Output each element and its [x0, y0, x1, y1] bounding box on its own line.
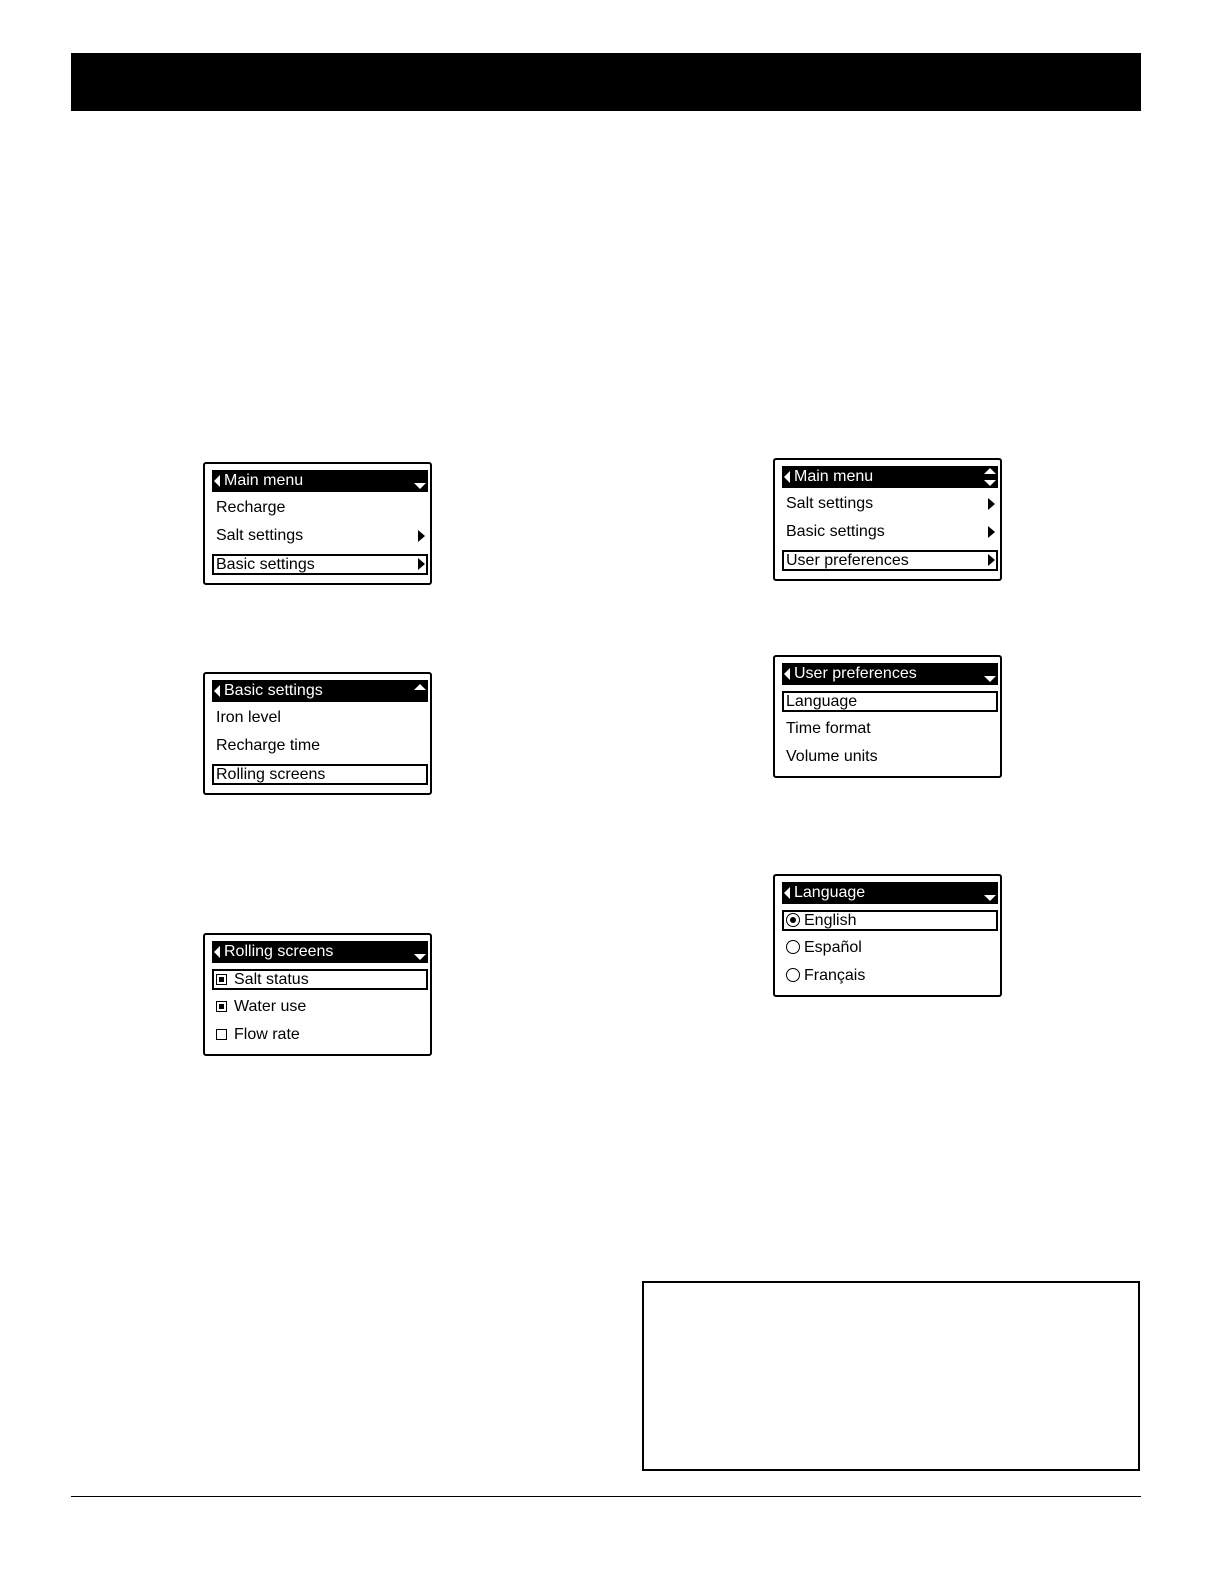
menu-item-label: Recharge	[216, 499, 286, 516]
screen-basic-settings	[203, 672, 432, 795]
scroll-down-icon	[414, 954, 426, 960]
radio-label: Français	[804, 967, 866, 984]
header-bar	[71, 53, 1141, 111]
back-arrow-icon[interactable]	[214, 685, 220, 697]
screen-title-label: User preferences	[794, 665, 917, 682]
menu-item-label: Basic settings	[216, 556, 315, 573]
menu-item-label: Volume units	[786, 748, 878, 765]
menu-item-salt-settings[interactable]	[782, 494, 998, 515]
screen-title	[782, 466, 998, 488]
menu-item-label: Salt settings	[786, 495, 874, 512]
screen-user-preferences	[773, 655, 1002, 778]
scroll-up-icon	[414, 684, 426, 690]
note-box	[642, 1281, 1140, 1471]
checkbox-checked-icon[interactable]	[216, 974, 227, 985]
screen-title-label: Main menu	[794, 468, 874, 485]
menu-item-label: Iron level	[216, 709, 281, 726]
menu-item-label: Basic settings	[786, 523, 885, 540]
checkbox-checked-icon[interactable]	[216, 1001, 227, 1012]
radio-item-english[interactable]	[782, 910, 998, 931]
checkbox-label: Water use	[234, 998, 307, 1015]
menu-item-label: User preferences	[786, 552, 909, 569]
menu-item-iron-level[interactable]	[212, 708, 428, 729]
menu-item-recharge[interactable]	[212, 498, 428, 519]
radio-item-francais[interactable]	[782, 966, 998, 987]
menu-item-basic-settings[interactable]	[782, 522, 998, 543]
back-arrow-icon[interactable]	[784, 887, 790, 899]
radio-item-espanol[interactable]	[782, 938, 998, 959]
right-arrow-icon	[988, 498, 995, 510]
menu-item-label: Recharge time	[216, 737, 321, 754]
back-arrow-icon[interactable]	[214, 946, 220, 958]
radio-selected-icon[interactable]	[786, 913, 800, 927]
right-arrow-icon	[988, 554, 995, 566]
footer-rule	[71, 1496, 1141, 1497]
screen-title	[212, 470, 428, 492]
scroll-down-icon	[984, 676, 996, 682]
menu-item-label: Language	[786, 693, 858, 710]
menu-item-label: Time format	[786, 720, 871, 737]
checkbox-item-flow-rate[interactable]	[212, 1025, 428, 1046]
screen-title-label: Basic settings	[224, 682, 323, 699]
screen-title-label: Main menu	[224, 472, 304, 489]
scroll-down-icon	[984, 480, 996, 486]
right-arrow-icon	[418, 558, 425, 570]
checkbox-unchecked-icon[interactable]	[216, 1029, 227, 1040]
right-arrow-icon	[418, 530, 425, 542]
screen-title	[782, 663, 998, 685]
screen-language	[773, 874, 1002, 997]
screen-title	[782, 882, 998, 904]
screen-title-label: Rolling screens	[224, 943, 334, 960]
radio-unselected-icon[interactable]	[786, 940, 800, 954]
back-arrow-icon[interactable]	[784, 471, 790, 483]
menu-item-user-preferences[interactable]	[782, 550, 998, 571]
checkbox-item-salt-status[interactable]	[212, 969, 428, 990]
radio-label: Español	[804, 939, 862, 956]
screen-main-menu-recharge	[203, 462, 432, 585]
menu-item-salt-settings[interactable]	[212, 526, 428, 547]
right-arrow-icon	[988, 526, 995, 538]
menu-item-rolling-screens[interactable]	[212, 764, 428, 785]
checkbox-label: Salt status	[234, 971, 309, 988]
screen-title-label: Language	[794, 884, 866, 901]
screen-rolling-screens	[203, 933, 432, 1056]
checkbox-item-water-use[interactable]	[212, 997, 428, 1018]
scroll-down-icon	[414, 483, 426, 489]
menu-item-recharge-time[interactable]	[212, 736, 428, 757]
radio-unselected-icon[interactable]	[786, 968, 800, 982]
menu-item-volume-units[interactable]	[782, 747, 998, 768]
menu-item-basic-settings[interactable]	[212, 554, 428, 575]
scroll-down-icon	[984, 895, 996, 901]
back-arrow-icon[interactable]	[214, 475, 220, 487]
back-arrow-icon[interactable]	[784, 668, 790, 680]
scroll-up-icon	[984, 468, 996, 474]
screen-title	[212, 941, 428, 963]
menu-item-time-format[interactable]	[782, 719, 998, 740]
screen-main-menu-user-preferences	[773, 458, 1002, 581]
menu-item-language[interactable]	[782, 691, 998, 712]
menu-item-label: Salt settings	[216, 527, 304, 544]
screen-title	[212, 680, 428, 702]
radio-label: English	[804, 912, 857, 929]
checkbox-label: Flow rate	[234, 1026, 300, 1043]
menu-item-label: Rolling screens	[216, 766, 326, 783]
